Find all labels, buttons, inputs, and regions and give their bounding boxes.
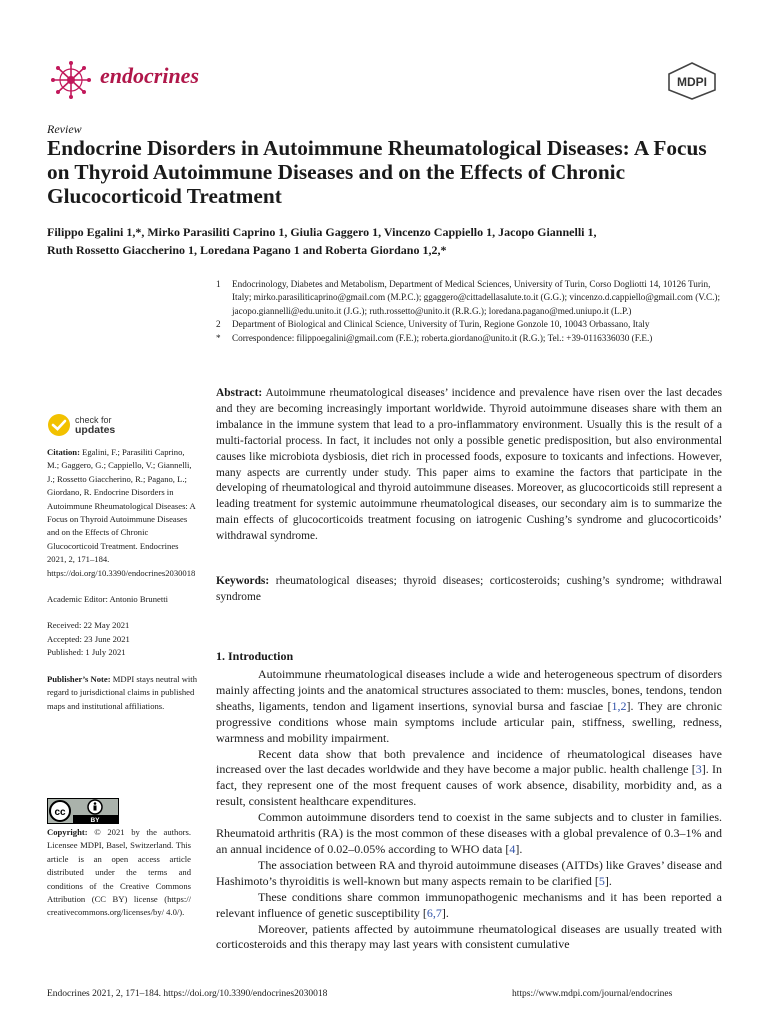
- abstract: [216, 386, 722, 545]
- footer-journal-url[interactable]: https://www.mdpi.com/journal/endocrines: [512, 989, 673, 999]
- journal-logo: [48, 60, 94, 105]
- paragraph-text: Common autoimmune disorders tend to coexist in the same subjects and to cluster in families. Rheumatoid arthritis (RA) is the most common of these diseases with a global prevalence of 0.3–1% and an annual incidence of 0.02–0.05% according to WHO data [: [216, 810, 722, 856]
- footer-citation: Endocrines 2021, 2, 171–184. https://doi.org/10.3390/endocrines2030018: [47, 989, 328, 999]
- copyright-text: © 2021 by the authors. Licensee MDPI, Basel, Switzerland. This article is an open access article distributed under the terms and conditions of the Creative Commons Attribution (CC BY) license (https:// creativecommons.org/licenses/by/ 4.0/).: [47, 827, 191, 918]
- paragraph: [216, 890, 722, 922]
- section-heading: 1. Introduction: [216, 649, 294, 663]
- svg-text:BY: BY: [90, 817, 100, 824]
- article-type: Review: [47, 122, 82, 136]
- paragraph-text: ].: [604, 873, 612, 888]
- paragraph: [216, 922, 722, 954]
- check-updates-label: [75, 415, 115, 435]
- paragraph-text: ]. They are chronic progressive conditions whose main symptoms include articular pain, stiffness, swelling, redness, warmness and mobility impairment.: [216, 698, 723, 745]
- affiliation: [216, 278, 726, 318]
- publisher-note-text: MDPI stays neutral with regard to jurisdictional claims in published maps and institutional affiliations.: [47, 673, 197, 711]
- published-date: Published: 1 July 2021: [47, 647, 126, 658]
- citation: [47, 446, 197, 580]
- affiliations: [216, 278, 726, 345]
- author-list: [47, 223, 737, 259]
- affiliation-mark: 1: [216, 279, 221, 289]
- correspondence-text: Correspondence: filippoegalini@gmail.com (F.E.); roberta.giordano@unito.it (R.G.); Tel.: +39-0116336030 (F.E.): [232, 332, 653, 343]
- affiliation: [216, 318, 726, 331]
- check-line: updates: [75, 424, 116, 436]
- affiliation: [216, 332, 726, 345]
- keywords: [216, 574, 722, 606]
- check-updates-icon: [47, 413, 71, 437]
- affiliation-mark: *: [216, 332, 221, 343]
- paragraph: [216, 667, 722, 747]
- paragraph: [216, 858, 722, 890]
- paragraph-text: The association between RA and thyroid autoimmune diseases (AITDs) like Graves’ disease and Hashimoto’s thyroiditis is well-known but many aspects remain to be clarified [: [216, 857, 722, 888]
- affiliation-mark: 2: [216, 319, 221, 330]
- paragraph-text: Recent data show that both prevalence and incidence of rheumatological diseases have increased over the last decades worldwide and they have become a major public. health challenge [: [216, 746, 722, 777]
- dates: [47, 619, 197, 659]
- paragraph-text: ].: [515, 841, 523, 856]
- citation-label: Citation:: [47, 447, 80, 457]
- cc-by-license-icon[interactable]: [47, 798, 119, 829]
- abstract-text: Autoimmune rheumatological diseases’ incidence and prevalence have risen over the last decades and they are becoming increasingly important worldwide. Thyroid autoimmune diseases share with them an imbalance in the immune system that lead to a pro-inflammatory environment. Usually this is the result of a multi-factorial process. In fact, it includes not only a possible genetic predisposition, but also environmental causes like microbiota dysbiosis, diet rich in processed foods, exposure to toxicants and infections. However, many aspects are currently under study. This paper aims to examine the factors that participate in the developing of rheumatological and thyroid autoimmune diseases. Moreover, as glucocorticoids still represent a leading treatment for systemic autoimmune rheumatological diseases, our secondary aim is to summarize the main effects of glucocorticoids treatment focusing on iatrogenic Cushing’s syndrome and glucocorticoids’ withdrawal syndrome.: [216, 387, 723, 543]
- svg-text:cc: cc: [54, 807, 66, 818]
- copyright-label: Copyright:: [47, 827, 88, 837]
- academic-editor: Academic Editor: Antonio Brunetti: [47, 594, 169, 605]
- paragraph-text: ]. In fact, they represent one of the most frequent causes of work absence, disability, morbidity and, as a result, consistent healthcare expenditures.: [216, 762, 722, 809]
- publisher-note: [47, 673, 197, 713]
- paragraph-text: ].: [441, 905, 449, 920]
- accepted-date: Accepted: 23 June 2021: [47, 633, 130, 644]
- article-title: Endocrine Disorders in Autoimmune Rheumatological Diseases: A Focus on Thyroid Autoimmune Diseases and on the Effects of Chronic Glucocorticoid Treatment: [47, 136, 707, 208]
- received-date: Received: 22 May 2021: [47, 620, 130, 631]
- mdpi-logo[interactable]: [667, 62, 717, 100]
- paragraph: [216, 810, 722, 858]
- paragraph-text: Autoimmune rheumatological diseases include a wide and heterogeneous spectrum of disorders mainly affecting joints and the anatomical structures associated to them: muscles, bones, tendons, tendon sheaths, ligaments, tendon and ligament insertions, synovial bursa and fasciae [: [216, 667, 722, 713]
- abstract-label: Abstract:: [216, 387, 263, 399]
- sidebar: [47, 446, 197, 726]
- paragraph-text: These conditions share common immunopathogenic mechanisms and it has been reported a relevant influence of genetic susceptibility [: [216, 889, 722, 920]
- reference-link[interactable]: 6,7: [426, 905, 442, 920]
- reference-link[interactable]: 1,2: [611, 698, 627, 713]
- introduction-body: [216, 667, 722, 953]
- reference-link[interactable]: 3: [695, 762, 702, 777]
- paragraph: [216, 747, 722, 811]
- author-line: Filippo Egalini 1,*, Mirko Parasiliti Caprino 1, Giulia Gaggero 1, Vincenzo Cappiello 1, Jacopo Giannelli 1,: [47, 225, 597, 239]
- journal-name[interactable]: endocrines: [100, 63, 199, 88]
- svg-text:MDPI: MDPI: [677, 75, 707, 89]
- check-line: check for: [75, 415, 112, 425]
- affiliation-text: Endocrinology, Diabetes and Metabolism, Department of Medical Sciences, University of Turin, Corso Dogliotti 14, 10126 Turin, Italy; mirko.parasiliticaprino@gmail.com (M.P.C.); ggaggero@cittadellasalute.to.it (G.G.); vincenzo.d.cappiello@gmail.com (V.C.); jacopo.giannelli@edu.unito.it (J.G.); ruth.rossetto@unito.it (R.R.G.); loredana.pagano@med.uniupo.it (L.P.): [232, 279, 721, 316]
- affiliation-text: Department of Biological and Clinical Science, University of Turin, Regione Gonzole 10, 10043 Orbassano, Italy: [232, 319, 650, 330]
- keywords-label: Keywords:: [216, 575, 270, 587]
- reference-link[interactable]: 5: [598, 873, 605, 888]
- keywords-text: rheumatological diseases; thyroid diseases; corticosteroids; cushing’s syndrome; withdrawal syndrome: [216, 575, 722, 603]
- paragraph-text: Moreover, patients affected by autoimmune rheumatological diseases are usually treated with corticosteroids and this therapy may last years with consistent cumulative: [216, 921, 722, 952]
- publisher-note-label: Publisher’s Note:: [47, 673, 111, 684]
- citation-text: Egalini, F.; Parasiliti Caprino, M.; Gaggero, G.; Cappiello, V.; Giannelli, J.; Rossetto Giaccherino, R.; Pagano, L.; Giordano, R. Endocrine Disorders in Autoimmune Rheumatological Diseases: A Focus on Thyroid Autoimmune Diseases and on the Effects of Chronic Glucocorticoid Treatment. Endocrines 2021, 2, 171–184. https://doi.org/10.3390/endocrines2030018: [47, 447, 196, 578]
- reference-link[interactable]: 4: [509, 841, 516, 856]
- copyright: [47, 826, 191, 920]
- author-line: Ruth Rossetto Giaccherino 1, Loredana Pagano 1 and Roberta Giordano 1,2,*: [47, 243, 447, 257]
- check-for-updates-badge[interactable]: [47, 413, 115, 437]
